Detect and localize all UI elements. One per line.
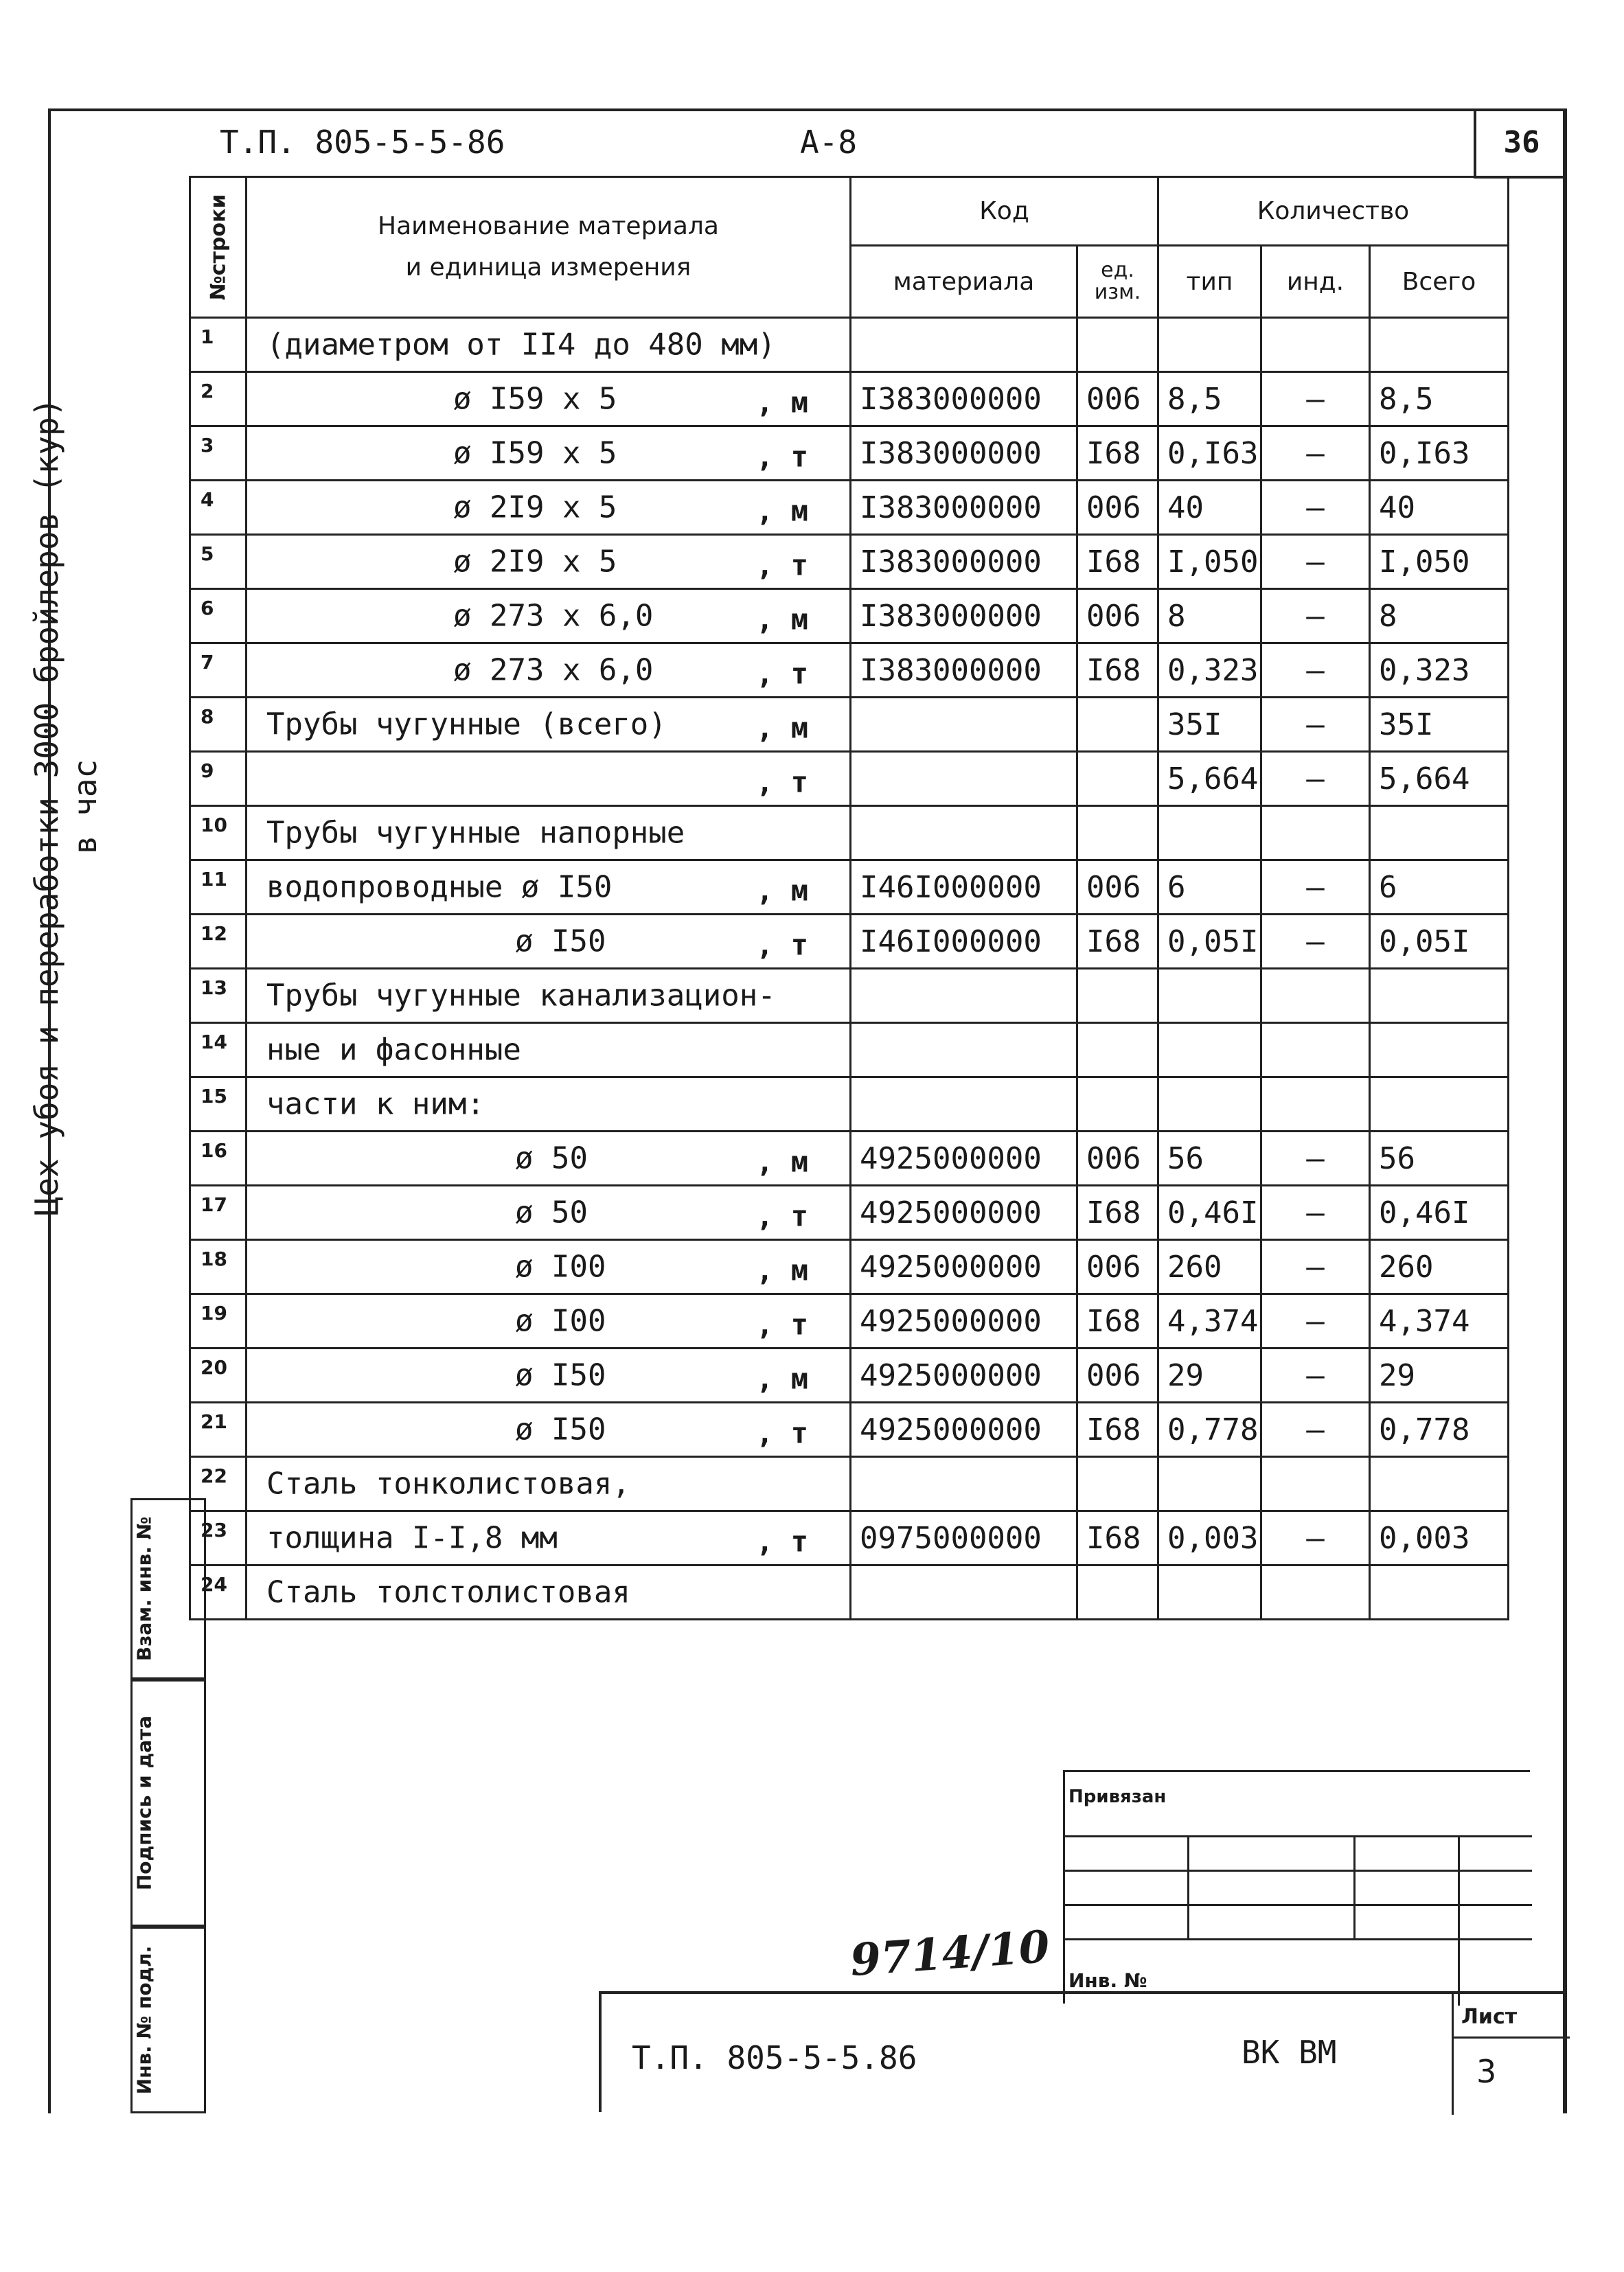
quantity-type-cell: 6 <box>1158 860 1261 915</box>
material-name: водопроводные ø I50 <box>266 869 613 905</box>
unit-code-cell: I68 <box>1077 1186 1158 1240</box>
table-row <box>190 860 1509 915</box>
material-name: толщина I-I,8 мм <box>266 1520 558 1556</box>
material-unit: , т <box>756 656 808 691</box>
material-name-cell <box>247 372 851 426</box>
material-name-cell <box>247 1077 851 1132</box>
unit-code-cell <box>1077 1565 1158 1620</box>
row-number-cell: 22 <box>190 1457 247 1511</box>
table-row <box>190 1023 1509 1077</box>
quantity-total-cell: 0,05I <box>1370 915 1509 969</box>
quantity-total-cell: 0,003 <box>1370 1511 1509 1565</box>
header-album: А-8 <box>800 124 858 161</box>
quantity-individual-cell: – <box>1261 1132 1370 1186</box>
material-name: ø I59 х 5 <box>453 435 617 471</box>
quantity-type-cell: 5,664 <box>1158 752 1261 806</box>
unit-code-cell <box>1077 318 1158 372</box>
quantity-individual-cell: – <box>1261 1294 1370 1349</box>
table-body <box>190 318 1509 1620</box>
unit-code-cell: 006 <box>1077 860 1158 915</box>
material-name: Трубы чугунные канализацион- <box>266 978 776 1013</box>
quantity-type-cell: 0,46I <box>1158 1186 1261 1240</box>
row-number-cell: 20 <box>190 1349 247 1403</box>
header-quantity-group: Количество <box>1158 177 1509 246</box>
quantity-type-cell: 0,003 <box>1158 1511 1261 1565</box>
quantity-individual-cell: – <box>1261 589 1370 643</box>
material-name-cell <box>247 481 851 535</box>
row-number-cell: 17 <box>190 1186 247 1240</box>
material-unit: , м <box>756 711 808 745</box>
quantity-type-cell: 260 <box>1158 1240 1261 1294</box>
label-sign-date: Подпись и дата <box>133 1715 156 1891</box>
quantity-individual-cell <box>1261 1565 1370 1620</box>
material-unit: , м <box>756 385 808 420</box>
material-code-cell: 4925000000 <box>851 1240 1077 1294</box>
unit-code-cell: I68 <box>1077 1403 1158 1457</box>
unit-code-cell: I68 <box>1077 426 1158 481</box>
row-number-cell: 12 <box>190 915 247 969</box>
header-individual: инд. <box>1261 246 1370 318</box>
material-name: ø I50 <box>515 1412 606 1447</box>
material-name-cell <box>247 426 851 481</box>
material-unit: , м <box>756 1145 808 1179</box>
header-code-group: Код <box>851 177 1158 246</box>
quantity-individual-cell <box>1261 318 1370 372</box>
quantity-individual-cell <box>1261 806 1370 860</box>
quantity-total-cell: 40 <box>1370 481 1509 535</box>
material-name-cell <box>247 1457 851 1511</box>
quantity-type-cell: 40 <box>1158 481 1261 535</box>
row-number-cell: 13 <box>190 969 247 1023</box>
material-code-cell: I46I000000 <box>851 915 1077 969</box>
material-code-cell: 0975000000 <box>851 1511 1077 1565</box>
material-name: ø 273 х 6,0 <box>453 598 654 634</box>
row-number-cell: 23 <box>190 1511 247 1565</box>
quantity-individual-cell <box>1261 1023 1370 1077</box>
material-name-cell <box>247 969 851 1023</box>
unit-code-cell: 006 <box>1077 1132 1158 1186</box>
quantity-total-cell: 0,46I <box>1370 1186 1509 1240</box>
unit-code-cell: 006 <box>1077 589 1158 643</box>
unit-code-cell: 006 <box>1077 372 1158 426</box>
material-code-cell: I46I000000 <box>851 860 1077 915</box>
quantity-type-cell <box>1158 806 1261 860</box>
quantity-total-cell <box>1370 1457 1509 1511</box>
quantity-total-cell: 260 <box>1370 1240 1509 1294</box>
quantity-type-cell <box>1158 969 1261 1023</box>
material-name: части к ним: <box>266 1086 485 1122</box>
material-name: ø 50 <box>515 1195 588 1230</box>
material-unit: , т <box>756 765 808 799</box>
material-code-cell <box>851 969 1077 1023</box>
table-row <box>190 372 1509 426</box>
unit-code-cell <box>1077 1077 1158 1132</box>
quantity-type-cell: 56 <box>1158 1132 1261 1186</box>
material-name: ø I50 <box>515 923 606 959</box>
material-unit: , м <box>756 1362 808 1396</box>
row-number-cell: 1 <box>190 318 247 372</box>
row-number-cell: 16 <box>190 1132 247 1186</box>
header-document-code: Т.П. 805-5-5-86 <box>220 124 505 161</box>
quantity-type-cell <box>1158 1565 1261 1620</box>
quantity-individual-cell: – <box>1261 372 1370 426</box>
row-number-cell: 7 <box>190 643 247 698</box>
material-name-cell <box>247 1294 851 1349</box>
unit-code-cell <box>1077 1023 1158 1077</box>
specification-table <box>189 176 1509 1620</box>
material-name: (диаметром от II4 до 480 мм) <box>266 327 776 363</box>
unit-code-cell: 006 <box>1077 481 1158 535</box>
quantity-total-cell: 0,I63 <box>1370 426 1509 481</box>
material-name: ø I50 <box>515 1357 606 1393</box>
quantity-type-cell: 35I <box>1158 698 1261 752</box>
quantity-individual-cell: – <box>1261 915 1370 969</box>
material-unit: , т <box>756 1307 808 1342</box>
material-name: ø 50 <box>515 1140 588 1176</box>
title-document-mark: ВК ВМ <box>1242 2034 1337 2071</box>
material-name-cell <box>247 643 851 698</box>
row-number-cell: 9 <box>190 752 247 806</box>
unit-code-cell <box>1077 1457 1158 1511</box>
quantity-individual-cell <box>1261 1077 1370 1132</box>
material-code-cell <box>851 1565 1077 1620</box>
material-unit: , т <box>756 548 808 582</box>
unit-code-cell <box>1077 806 1158 860</box>
row-number-cell: 18 <box>190 1240 247 1294</box>
quantity-individual-cell: – <box>1261 1240 1370 1294</box>
quantity-individual-cell: – <box>1261 860 1370 915</box>
quantity-total-cell: 35I <box>1370 698 1509 752</box>
quantity-individual-cell: – <box>1261 481 1370 535</box>
unit-code-cell: 006 <box>1077 1349 1158 1403</box>
material-code-cell <box>851 1077 1077 1132</box>
material-name-cell <box>247 1186 851 1240</box>
header-type: тип <box>1158 246 1261 318</box>
specification-table-wrap <box>189 176 1509 1620</box>
header-unit-code: ед. изм. <box>1077 246 1158 318</box>
row-number-cell: 2 <box>190 372 247 426</box>
material-unit: , м <box>756 1253 808 1287</box>
material-name-cell <box>247 535 851 589</box>
stamp-inventory-label: Инв. № <box>1068 1969 1147 1992</box>
material-unit: , м <box>756 494 808 528</box>
material-name: ø I00 <box>515 1249 606 1285</box>
material-code-cell: I383000000 <box>851 481 1077 535</box>
material-unit: , т <box>756 1416 808 1450</box>
row-number-cell: 4 <box>190 481 247 535</box>
side-title-line2: в час <box>67 759 104 855</box>
material-name-cell <box>247 1023 851 1077</box>
handwritten-number: 9714/10 <box>848 1920 1051 1987</box>
material-name: Трубы чугунные (всего) <box>266 707 667 742</box>
material-name-cell <box>247 860 851 915</box>
material-code-cell: 4925000000 <box>851 1186 1077 1240</box>
material-code-cell <box>851 698 1077 752</box>
material-unit: , т <box>756 1199 808 1233</box>
unit-code-cell: I68 <box>1077 915 1158 969</box>
quantity-total-cell <box>1370 1565 1509 1620</box>
material-unit: , т <box>756 439 808 474</box>
quantity-type-cell: 8 <box>1158 589 1261 643</box>
unit-code-cell: I68 <box>1077 1511 1158 1565</box>
quantity-type-cell <box>1158 1457 1261 1511</box>
quantity-type-cell: 0,323 <box>1158 643 1261 698</box>
quantity-type-cell: 4,374 <box>1158 1294 1261 1349</box>
quantity-total-cell <box>1370 318 1509 372</box>
row-number-cell: 8 <box>190 698 247 752</box>
quantity-total-cell <box>1370 1077 1509 1132</box>
row-number-cell: 19 <box>190 1294 247 1349</box>
quantity-individual-cell: – <box>1261 426 1370 481</box>
quantity-type-cell <box>1158 1077 1261 1132</box>
material-unit: , т <box>756 1524 808 1559</box>
material-code-cell: 4925000000 <box>851 1349 1077 1403</box>
quantity-individual-cell: – <box>1261 535 1370 589</box>
unit-code-cell <box>1077 752 1158 806</box>
row-number-cell: 10 <box>190 806 247 860</box>
table-row <box>190 589 1509 643</box>
quantity-type-cell: 0,05I <box>1158 915 1261 969</box>
material-name-cell <box>247 1349 851 1403</box>
material-name-cell <box>247 752 851 806</box>
side-title <box>27 306 103 1308</box>
unit-code-cell: I68 <box>1077 643 1158 698</box>
material-name: ø I00 <box>515 1303 606 1339</box>
material-code-cell: I383000000 <box>851 372 1077 426</box>
quantity-total-cell <box>1370 806 1509 860</box>
material-name: ø 2I9 х 5 <box>453 544 617 580</box>
quantity-individual-cell: – <box>1261 643 1370 698</box>
material-name-cell <box>247 318 851 372</box>
unit-code-cell <box>1077 969 1158 1023</box>
material-unit: , м <box>756 873 808 908</box>
material-name-cell <box>247 589 851 643</box>
table-row <box>190 1132 1509 1186</box>
unit-code-cell: I68 <box>1077 535 1158 589</box>
unit-code-cell <box>1077 698 1158 752</box>
material-name: Сталь толстолистовая <box>266 1574 630 1610</box>
table-row <box>190 1294 1509 1349</box>
table-row <box>190 1403 1509 1457</box>
table-row <box>190 1186 1509 1240</box>
material-name: Сталь тонколистовая, <box>266 1466 630 1502</box>
quantity-individual-cell: – <box>1261 698 1370 752</box>
material-code-cell: I383000000 <box>851 535 1077 589</box>
label-replace-inv: Взам. инв. № <box>133 1516 156 1662</box>
row-number-cell: 6 <box>190 589 247 643</box>
quantity-total-cell <box>1370 1023 1509 1077</box>
table-row <box>190 1240 1509 1294</box>
material-name-cell <box>247 915 851 969</box>
quantity-type-cell: 0,778 <box>1158 1403 1261 1457</box>
header-material-name: Наименование материала и единица измерения <box>247 177 851 318</box>
material-name: ø 273 х 6,0 <box>453 652 654 688</box>
quantity-individual-cell: – <box>1261 752 1370 806</box>
material-name: Трубы чугунные напорные <box>266 815 685 851</box>
material-unit: , т <box>756 928 808 962</box>
material-code-cell <box>851 806 1077 860</box>
material-code-cell: I383000000 <box>851 589 1077 643</box>
table-row <box>190 698 1509 752</box>
sheet-number: 36 <box>1474 108 1567 179</box>
title-sheet-value: 3 <box>1476 2053 1497 2090</box>
material-name-cell <box>247 1240 851 1294</box>
table-row <box>190 426 1509 481</box>
row-number-cell: 21 <box>190 1403 247 1457</box>
row-number-cell: 5 <box>190 535 247 589</box>
quantity-individual-cell <box>1261 1457 1370 1511</box>
quantity-type-cell: 29 <box>1158 1349 1261 1403</box>
table-row <box>190 806 1509 860</box>
quantity-total-cell: 0,323 <box>1370 643 1509 698</box>
quantity-total-cell: 29 <box>1370 1349 1509 1403</box>
material-name: ø 2I9 х 5 <box>453 490 617 525</box>
quantity-type-cell <box>1158 1023 1261 1077</box>
row-number-cell: 24 <box>190 1565 247 1620</box>
material-name: ø I59 х 5 <box>453 381 617 417</box>
quantity-total-cell: 8,5 <box>1370 372 1509 426</box>
material-unit: , м <box>756 602 808 636</box>
table-row <box>190 318 1509 372</box>
table-row <box>190 481 1509 535</box>
quantity-individual-cell: – <box>1261 1403 1370 1457</box>
quantity-type-cell: 8,5 <box>1158 372 1261 426</box>
material-code-cell <box>851 1457 1077 1511</box>
quantity-total-cell: 4,374 <box>1370 1294 1509 1349</box>
unit-code-cell: 006 <box>1077 1240 1158 1294</box>
material-code-cell: 4925000000 <box>851 1403 1077 1457</box>
row-number-cell: 15 <box>190 1077 247 1132</box>
quantity-individual-cell: – <box>1261 1511 1370 1565</box>
quantity-individual-cell <box>1261 969 1370 1023</box>
material-code-cell <box>851 1023 1077 1077</box>
quantity-individual-cell: – <box>1261 1349 1370 1403</box>
quantity-type-cell <box>1158 318 1261 372</box>
table-row <box>190 1349 1509 1403</box>
unit-code-cell: I68 <box>1077 1294 1158 1349</box>
table-row <box>190 752 1509 806</box>
material-code-cell: 4925000000 <box>851 1294 1077 1349</box>
quantity-total-cell: 6 <box>1370 860 1509 915</box>
row-number-cell: 3 <box>190 426 247 481</box>
stamp-privyazan-label: Привязан <box>1068 1787 1167 1807</box>
quantity-total-cell: 0,778 <box>1370 1403 1509 1457</box>
header-material-code: материала <box>851 246 1077 318</box>
title-sheet-label: Лист <box>1461 2005 1518 2029</box>
row-number-cell: 14 <box>190 1023 247 1077</box>
material-code-cell <box>851 318 1077 372</box>
table-row <box>190 915 1509 969</box>
table-row <box>190 969 1509 1023</box>
quantity-total-cell: 56 <box>1370 1132 1509 1186</box>
material-name-cell <box>247 1403 851 1457</box>
material-code-cell: 4925000000 <box>851 1132 1077 1186</box>
label-inv-orig: Инв. № подл. <box>133 1945 156 2095</box>
header-row-number: №строки <box>190 177 247 318</box>
table-row <box>190 535 1509 589</box>
material-name-cell <box>247 1132 851 1186</box>
quantity-individual-cell: – <box>1261 1186 1370 1240</box>
material-code-cell: I383000000 <box>851 643 1077 698</box>
table-row <box>190 643 1509 698</box>
header-total: Всего <box>1370 246 1509 318</box>
material-name-cell <box>247 806 851 860</box>
material-name-cell <box>247 698 851 752</box>
quantity-total-cell <box>1370 969 1509 1023</box>
title-document-code: Т.П. 805-5-5.86 <box>632 2039 917 2076</box>
material-code-cell: I383000000 <box>851 426 1077 481</box>
quantity-total-cell: 8 <box>1370 589 1509 643</box>
table-row <box>190 1511 1509 1565</box>
table-row <box>190 1077 1509 1132</box>
quantity-total-cell: I,050 <box>1370 535 1509 589</box>
quantity-type-cell: 0,I63 <box>1158 426 1261 481</box>
row-number-cell: 11 <box>190 860 247 915</box>
quantity-type-cell: I,050 <box>1158 535 1261 589</box>
table-row <box>190 1457 1509 1511</box>
material-name-cell <box>247 1511 851 1565</box>
material-name: ные и фасонные <box>266 1032 521 1068</box>
quantity-total-cell: 5,664 <box>1370 752 1509 806</box>
table-row <box>190 1565 1509 1620</box>
side-title-line1: Цех убоя и переработки 3000 бройлеров (кур) <box>28 398 65 1216</box>
material-name-cell <box>247 1565 851 1620</box>
material-code-cell <box>851 752 1077 806</box>
